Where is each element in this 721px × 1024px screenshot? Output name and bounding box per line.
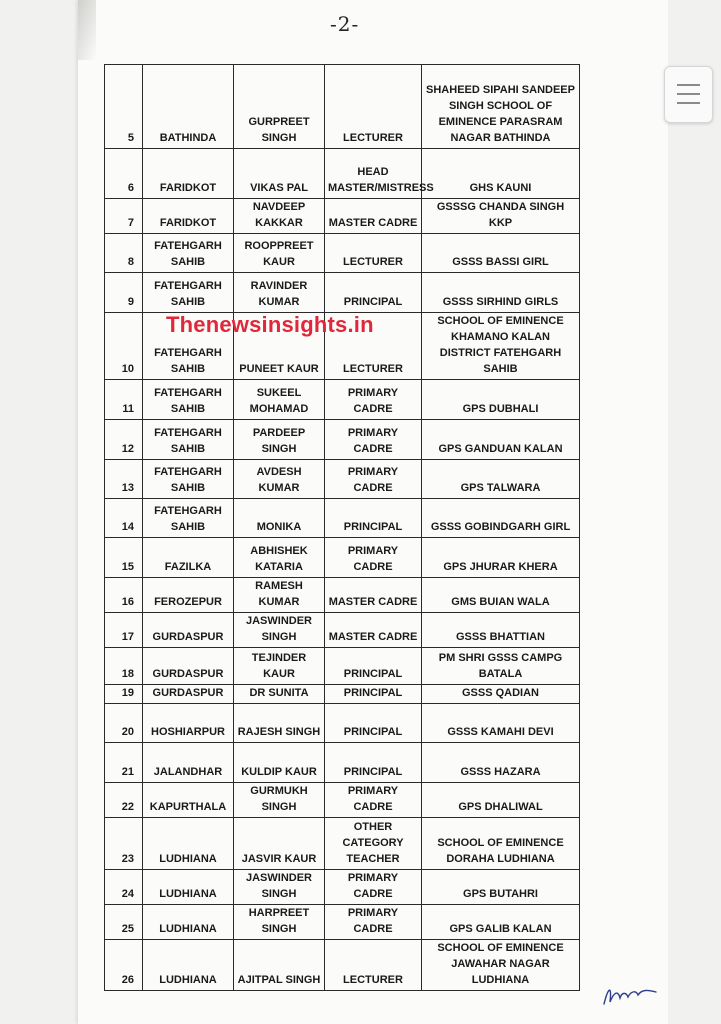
cell-name: RAVINDER KUMAR: [234, 273, 325, 313]
cell-district: LUDHIANA: [143, 870, 234, 905]
cell-designation: MASTER CADRE: [325, 613, 422, 648]
cell-designation: PRIMARY CADRE: [325, 420, 422, 460]
cell-sno: 9: [105, 273, 143, 313]
table-row: [105, 65, 580, 149]
cell-name: SUKEEL MOHAMAD: [234, 380, 325, 420]
cell-school: GSSS HAZARA: [422, 743, 580, 783]
cell-school: GPS JHURAR KHERA: [422, 538, 580, 578]
cell-name: HARPREET SINGH: [234, 905, 325, 940]
cell-school: GSSS GOBINDGARH GIRL: [422, 499, 580, 538]
cell-designation: MASTER CADRE: [325, 199, 422, 234]
cell-designation: HEAD MASTER/MISTRESS: [325, 149, 422, 199]
cell-school: SCHOOL OF EMINENCE KHAMANO KALAN DISTRICT FATEHGARH SAHIB: [422, 313, 580, 380]
cell-district: LUDHIANA: [143, 818, 234, 870]
cell-sno: 21: [105, 743, 143, 783]
cell-name: TEJINDER KAUR: [234, 648, 325, 685]
cell-school: SCHOOL OF EMINENCE DORAHA LUDHIANA: [422, 818, 580, 870]
cell-school: GSSS BHATTIAN: [422, 613, 580, 648]
cell-designation: PRIMARY CADRE: [325, 870, 422, 905]
cell-name: JASWINDER SINGH: [234, 870, 325, 905]
cell-district: LUDHIANA: [143, 940, 234, 991]
table-row: [105, 578, 580, 613]
cell-designation: PRIMARY CADRE: [325, 380, 422, 420]
cell-district: JALANDHAR: [143, 743, 234, 783]
posting-table: [104, 64, 580, 991]
cell-sno: 6: [105, 149, 143, 199]
cell-district: LUDHIANA: [143, 905, 234, 940]
cell-name: AJITPAL SINGH: [234, 940, 325, 991]
cell-district: FAZILKA: [143, 538, 234, 578]
table-row: [105, 273, 580, 313]
table-row: [105, 870, 580, 905]
table-row: [105, 648, 580, 685]
cell-district: FATEHGARH SAHIB: [143, 460, 234, 499]
cell-sno: 13: [105, 460, 143, 499]
hamburger-menu-button[interactable]: [664, 66, 713, 123]
table-row: [105, 685, 580, 704]
cell-sno: 16: [105, 578, 143, 613]
cell-name: GURPREET SINGH: [234, 65, 325, 149]
cell-sno: 14: [105, 499, 143, 538]
cell-name: RAJESH SINGH: [234, 704, 325, 743]
cell-sno: 26: [105, 940, 143, 991]
cell-designation: PRIMARY CADRE: [325, 538, 422, 578]
table-row: [105, 783, 580, 818]
cell-school: PM SHRI GSSS CAMPG BATALA: [422, 648, 580, 685]
table-row: [105, 940, 580, 991]
cell-sno: 10: [105, 313, 143, 380]
cell-name: GURMUKH SINGH: [234, 783, 325, 818]
cell-school: GSSS QADIAN: [422, 685, 580, 704]
cell-district: FARIDKOT: [143, 149, 234, 199]
cell-district: FATEHGARH SAHIB: [143, 420, 234, 460]
cell-designation: OTHER CATEGORY TEACHER: [325, 818, 422, 870]
cell-sno: 25: [105, 905, 143, 940]
cell-designation: PRINCIPAL: [325, 743, 422, 783]
cell-school: GSSS SIRHIND GIRLS: [422, 273, 580, 313]
cell-designation: PRINCIPAL: [325, 273, 422, 313]
cell-school: GPS DHALIWAL: [422, 783, 580, 818]
cell-district: BATHINDA: [143, 65, 234, 149]
cell-school: SCHOOL OF EMINENCE JAWAHAR NAGAR LUDHIANA: [422, 940, 580, 991]
cell-name: ROOPPREET KAUR: [234, 234, 325, 273]
cell-sno: 8: [105, 234, 143, 273]
cell-school: GSSS KAMAHI DEVI: [422, 704, 580, 743]
cell-name: KULDIP KAUR: [234, 743, 325, 783]
cell-school: GSSSG CHANDA SINGH KKP: [422, 199, 580, 234]
cell-district: GURDASPUR: [143, 613, 234, 648]
cell-name: NAVDEEP KAKKAR: [234, 199, 325, 234]
table-row: [105, 704, 580, 743]
cell-designation: PRIMARY CADRE: [325, 905, 422, 940]
cell-sno: 15: [105, 538, 143, 578]
cell-designation: PRINCIPAL: [325, 704, 422, 743]
cell-school: GPS GANDUAN KALAN: [422, 420, 580, 460]
cell-school: GPS TALWARA: [422, 460, 580, 499]
cell-designation: MASTER CADRE: [325, 578, 422, 613]
cell-designation: PRIMARY CADRE: [325, 460, 422, 499]
cell-name: DR SUNITA: [234, 685, 325, 704]
cell-district: FATEHGARH SAHIB: [143, 499, 234, 538]
cell-name: JASWINDER SINGH: [234, 613, 325, 648]
cell-name: AVDESH KUMAR: [234, 460, 325, 499]
cell-school: GPS DUBHALI: [422, 380, 580, 420]
cell-name: MONIKA: [234, 499, 325, 538]
cell-district: FATEHGARH SAHIB: [143, 380, 234, 420]
cell-district: FATEHGARH SAHIB: [143, 313, 234, 380]
cell-name: RAMESH KUMAR: [234, 578, 325, 613]
table-row: [105, 743, 580, 783]
cell-district: GURDASPUR: [143, 648, 234, 685]
watermark-text: Thenewsinsights.in: [166, 312, 374, 337]
cell-name: JASVIR KAUR: [234, 818, 325, 870]
cell-sno: 24: [105, 870, 143, 905]
page-number: -2-: [330, 12, 360, 36]
cell-designation: LECTURER: [325, 313, 422, 380]
cell-school: GPS GALIB KALAN: [422, 905, 580, 940]
cell-designation: PRINCIPAL: [325, 648, 422, 685]
cell-school: GPS BUTAHRI: [422, 870, 580, 905]
cell-sno: 12: [105, 420, 143, 460]
cell-name: PUNEET KAUR: [234, 313, 325, 380]
menu-line-icon: [677, 93, 700, 95]
cell-name: PARDEEP SINGH: [234, 420, 325, 460]
table-row: [105, 538, 580, 578]
cell-sno: 23: [105, 818, 143, 870]
table-row: [105, 818, 580, 870]
table-row: [105, 905, 580, 940]
cell-school: SHAHEED SIPAHI SANDEEP SINGH SCHOOL OF EMINENCE PARASRAM NAGAR BATHINDA: [422, 65, 580, 149]
cell-designation: LECTURER: [325, 65, 422, 149]
signature-icon: [598, 980, 662, 1008]
table-body: [105, 65, 580, 991]
table-row: [105, 149, 580, 199]
table-row: [105, 499, 580, 538]
cell-district: KAPURTHALA: [143, 783, 234, 818]
table-row: [105, 234, 580, 273]
cell-designation: LECTURER: [325, 940, 422, 991]
table-row: [105, 380, 580, 420]
cell-sno: 5: [105, 65, 143, 149]
cell-sno: 22: [105, 783, 143, 818]
cell-sno: 7: [105, 199, 143, 234]
table-row: [105, 199, 580, 234]
cell-school: GHS KAUNI: [422, 149, 580, 199]
cell-district: FARIDKOT: [143, 199, 234, 234]
cell-sno: 18: [105, 648, 143, 685]
menu-line-icon: [677, 102, 700, 104]
cell-designation: PRINCIPAL: [325, 685, 422, 704]
menu-line-icon: [677, 84, 700, 86]
cell-district: FEROZEPUR: [143, 578, 234, 613]
cell-designation: PRIMARY CADRE: [325, 783, 422, 818]
cell-sno: 17: [105, 613, 143, 648]
cell-name: ABHISHEK KATARIA: [234, 538, 325, 578]
cell-designation: PRINCIPAL: [325, 499, 422, 538]
cell-name: VIKAS PAL: [234, 149, 325, 199]
table-row: [105, 420, 580, 460]
table-row: [105, 613, 580, 648]
table-row: [105, 460, 580, 499]
cell-district: FATEHGARH SAHIB: [143, 273, 234, 313]
cell-district: GURDASPUR: [143, 685, 234, 704]
cell-sno: 20: [105, 704, 143, 743]
cell-sno: 11: [105, 380, 143, 420]
page-fold-shadow: [78, 0, 96, 60]
cell-school: GSSS BASSI GIRL: [422, 234, 580, 273]
cell-district: FATEHGARH SAHIB: [143, 234, 234, 273]
cell-sno: 19: [105, 685, 143, 704]
cell-designation: LECTURER: [325, 234, 422, 273]
cell-school: GMS BUIAN WALA: [422, 578, 580, 613]
cell-district: HOSHIARPUR: [143, 704, 234, 743]
